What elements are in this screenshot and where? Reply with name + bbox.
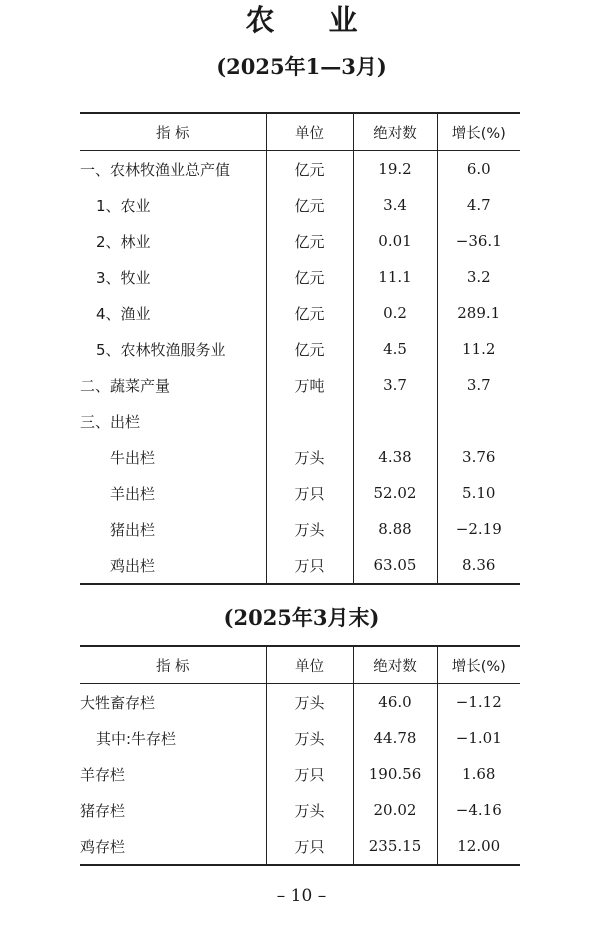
stock-table	[80, 645, 520, 866]
table-row	[80, 367, 520, 403]
indicator-name: 羊出栏	[110, 484, 156, 503]
page-title: 农 业	[245, 3, 380, 37]
growth-value: 11.2	[437, 331, 520, 367]
unit-cell: 亿元	[266, 223, 353, 259]
indicator-name: 一、农林牧渔业总产值	[80, 160, 231, 179]
period-heading-q1: (2025年1—3月)	[216, 54, 387, 79]
growth-value: 289.1	[437, 295, 520, 331]
table-row	[80, 547, 520, 584]
table-row	[80, 187, 520, 223]
absolute-value: 20.02	[353, 792, 437, 828]
indicator-name: 4、渔业	[96, 304, 151, 323]
table-row	[80, 511, 520, 547]
header-unit: 单位	[266, 113, 353, 151]
absolute-value: 3.7	[353, 367, 437, 403]
table-row	[80, 331, 520, 367]
indicator-name: 3、牧业	[96, 268, 151, 287]
unit-cell: 万只	[266, 828, 353, 865]
unit-cell	[266, 403, 353, 439]
table-row	[80, 720, 520, 756]
indicator-name: 鸡出栏	[110, 556, 156, 575]
growth-value: −36.1	[437, 223, 520, 259]
unit-cell: 亿元	[266, 331, 353, 367]
indicator-name: 5、农林牧渔服务业	[96, 340, 226, 359]
indicator-name: 猪出栏	[110, 520, 156, 539]
absolute-value: 63.05	[353, 547, 437, 584]
unit-cell: 亿元	[266, 259, 353, 295]
growth-value: −2.19	[437, 511, 520, 547]
absolute-value: 52.02	[353, 475, 437, 511]
indicator-name: 其中:牛存栏	[96, 729, 177, 748]
page-number: – 10 –	[276, 886, 327, 906]
table-row	[80, 828, 520, 865]
growth-value: −4.16	[437, 792, 520, 828]
absolute-value: 11.1	[353, 259, 437, 295]
indicator-name: 鸡存栏	[80, 837, 126, 856]
unit-cell: 万吨	[266, 367, 353, 403]
header-growth: 增长(%)	[437, 646, 520, 684]
indicator-name: 三、出栏	[80, 412, 141, 431]
table-row	[80, 792, 520, 828]
table-row	[80, 756, 520, 792]
absolute-value: 46.0	[353, 684, 437, 721]
table-row	[80, 684, 520, 721]
indicator-name: 1、农业	[96, 196, 151, 215]
growth-value: −1.12	[437, 684, 520, 721]
absolute-value	[353, 403, 437, 439]
output-table	[80, 112, 520, 585]
unit-cell: 万只	[266, 547, 353, 584]
growth-value	[437, 403, 520, 439]
growth-value: 5.10	[437, 475, 520, 511]
table-row	[80, 403, 520, 439]
growth-value: 3.2	[437, 259, 520, 295]
absolute-value: 190.56	[353, 756, 437, 792]
header-absolute: 绝对数	[353, 646, 437, 684]
unit-cell: 万头	[266, 511, 353, 547]
header-indicator: 指 标	[80, 113, 266, 151]
absolute-value: 4.5	[353, 331, 437, 367]
unit-cell: 万只	[266, 475, 353, 511]
header-indicator: 指 标	[80, 646, 266, 684]
unit-cell: 亿元	[266, 151, 353, 188]
absolute-value: 4.38	[353, 439, 437, 475]
indicator-name: 2、林业	[96, 232, 151, 251]
absolute-value: 44.78	[353, 720, 437, 756]
table-row	[80, 259, 520, 295]
indicator-name: 羊存栏	[80, 765, 126, 784]
unit-cell: 万头	[266, 792, 353, 828]
indicator-name: 猪存栏	[80, 801, 126, 820]
unit-cell: 万头	[266, 684, 353, 721]
indicator-name: 大牲畜存栏	[80, 693, 156, 712]
table-header-row	[80, 646, 520, 684]
table-row	[80, 475, 520, 511]
absolute-value: 0.01	[353, 223, 437, 259]
absolute-value: 3.4	[353, 187, 437, 223]
header-absolute: 绝对数	[353, 113, 437, 151]
absolute-value: 19.2	[353, 151, 437, 188]
absolute-value: 0.2	[353, 295, 437, 331]
growth-value: −1.01	[437, 720, 520, 756]
table-row	[80, 223, 520, 259]
header-growth: 增长(%)	[437, 113, 520, 151]
period-heading-march-end: (2025年3月末)	[223, 605, 380, 630]
unit-cell: 亿元	[266, 187, 353, 223]
growth-value: 1.68	[437, 756, 520, 792]
header-unit: 单位	[266, 646, 353, 684]
growth-value: 6.0	[437, 151, 520, 188]
growth-value: 3.7	[437, 367, 520, 403]
unit-cell: 万只	[266, 756, 353, 792]
indicator-name: 二、蔬菜产量	[80, 376, 171, 395]
table-row	[80, 151, 520, 188]
unit-cell: 万头	[266, 439, 353, 475]
absolute-value: 235.15	[353, 828, 437, 865]
growth-value: 3.76	[437, 439, 520, 475]
indicator-name: 牛出栏	[110, 448, 156, 467]
growth-value: 8.36	[437, 547, 520, 584]
table-header-row	[80, 113, 520, 151]
unit-cell: 亿元	[266, 295, 353, 331]
table-row	[80, 295, 520, 331]
unit-cell: 万头	[266, 720, 353, 756]
growth-value: 12.00	[437, 828, 520, 865]
growth-value: 4.7	[437, 187, 520, 223]
absolute-value: 8.88	[353, 511, 437, 547]
table-row	[80, 439, 520, 475]
